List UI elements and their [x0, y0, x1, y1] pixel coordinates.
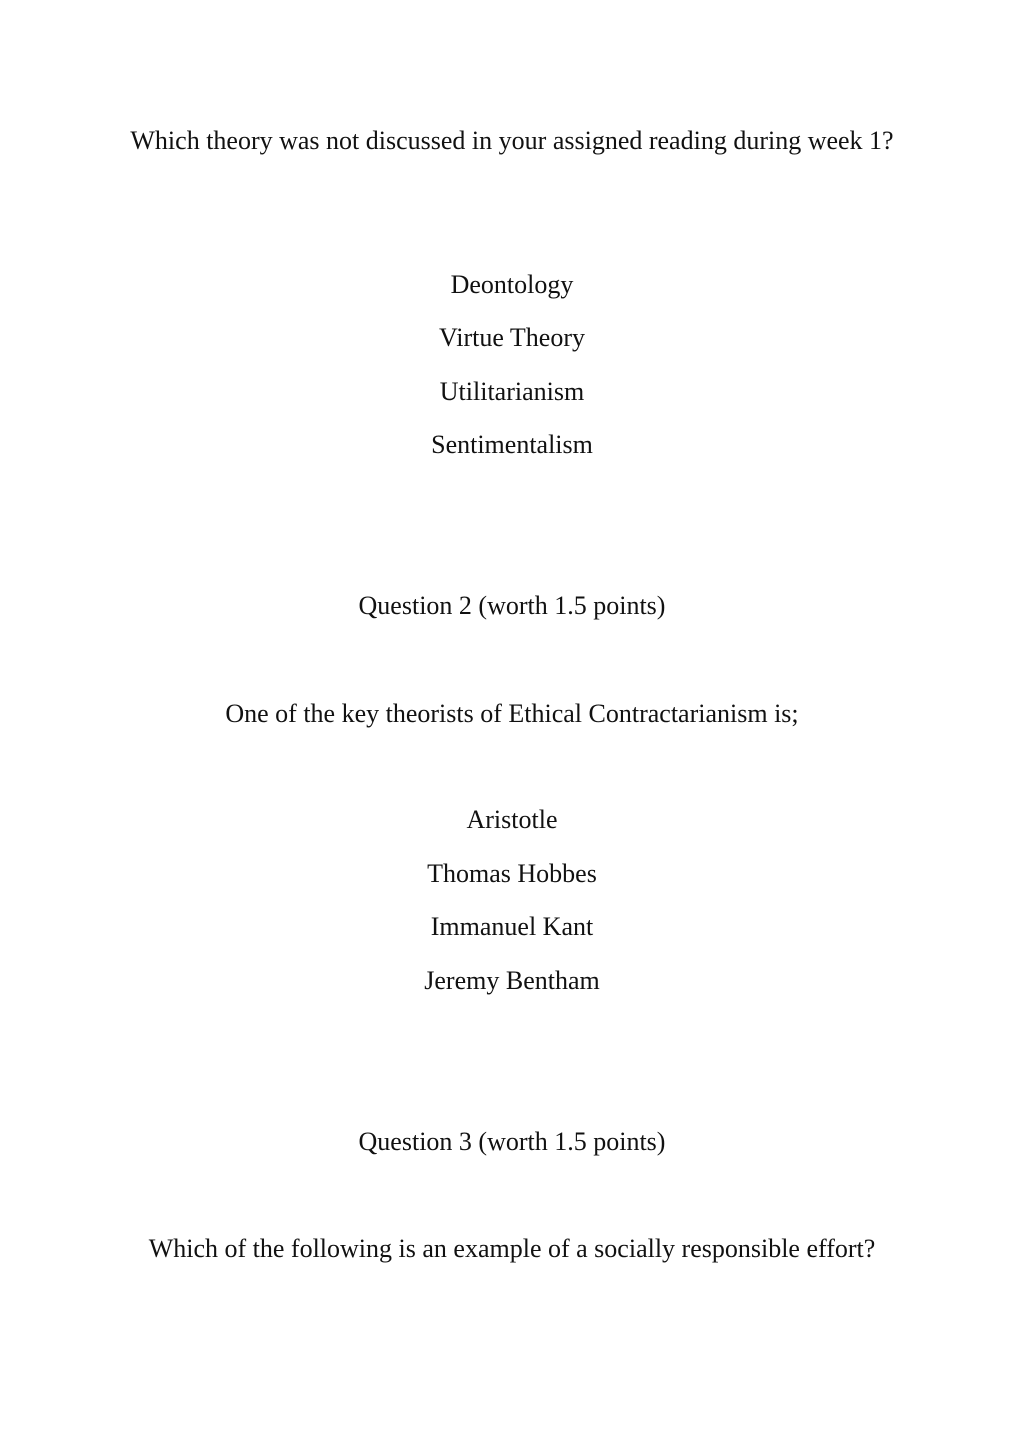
- question-2-header: Question 2 (worth 1.5 points): [358, 591, 666, 620]
- question-2-option-1: Aristotle: [466, 805, 558, 834]
- question-2-prompt: One of the key theorists of Ethical Contractarianism is;: [225, 699, 799, 728]
- question-3-header: Question 3 (worth 1.5 points): [358, 1127, 666, 1156]
- question-1-option-1: Deontology: [450, 270, 574, 299]
- question-2-option-3: Immanuel Kant: [430, 912, 594, 941]
- question-1-option-3: Utilitarianism: [439, 377, 585, 406]
- question-2-option-2: Thomas Hobbes: [427, 859, 597, 888]
- question-1-prompt: Which theory was not discussed in your assigned reading during week 1?: [130, 126, 894, 155]
- question-1-option-4: Sentimentalism: [431, 430, 593, 459]
- question-1-option-2: Virtue Theory: [439, 323, 585, 352]
- question-3-prompt: Which of the following is an example of a socially responsible effort?: [148, 1234, 876, 1263]
- question-2-option-4: Jeremy Bentham: [424, 966, 600, 995]
